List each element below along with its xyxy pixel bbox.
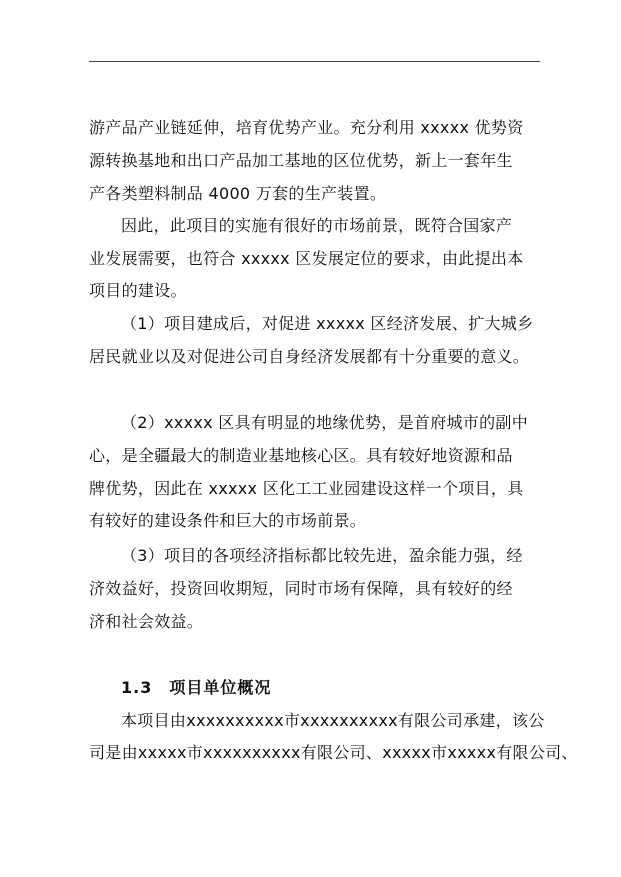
section-body-line: 本项目由xxxxxxxxxx市xxxxxxxxxx有限公司承建，该公 — [121, 711, 545, 730]
section-body-line: 司是由xxxxx市xxxxxxxxxx有限公司、xxxxx市xxxxx有限公司、 — [89, 743, 578, 762]
body-line: （1）项目建成后，对促进 xxxxx 区经济发展、扩大城乡 — [121, 314, 534, 333]
body-line: 济效益好，投资回收期短，同时市场有保障，具有较好的经 — [89, 579, 513, 598]
body-line: 源转换基地和出口产品加工基地的区位优势，新上一套年生 — [89, 151, 513, 170]
body-line: 居民就业以及对促进公司自身经济发展都有十分重要的意义。 — [89, 347, 530, 366]
body-line: 产各类塑料制品 4000 万套的生产装置。 — [89, 184, 387, 203]
body-line: 游产品产业链延伸，培育优势产业。充分利用 xxxxx 优势资 — [89, 118, 524, 137]
body-line: 济和社会效益。 — [89, 612, 204, 631]
body-line: 业发展需要，也符合 xxxxx 区发展定位的要求，由此提出本 — [89, 249, 524, 268]
body-line: （2）xxxxx 区具有明显的地缘优势，是首府城市的副中 — [121, 413, 529, 432]
header-rule — [89, 61, 540, 62]
body-line: 因此，此项目的实施有很好的市场前景，既符合国家产 — [121, 216, 513, 235]
body-line: 有较好的建设条件和巨大的市场前景。 — [89, 511, 367, 530]
body-line: 心，是全疆最大的制造业基地核心区。具有较好地资源和品 — [89, 446, 513, 465]
body-line: 项目的建设。 — [89, 281, 187, 300]
body-line: 牌优势，因此在 xxxxx 区化工工业园建设这样一个项目，具 — [89, 479, 524, 498]
section-heading: 1.3 项目单位概况 — [121, 678, 272, 697]
body-line: （3）项目的各项经济指标都比较先进，盈余能力强，经 — [121, 546, 523, 565]
